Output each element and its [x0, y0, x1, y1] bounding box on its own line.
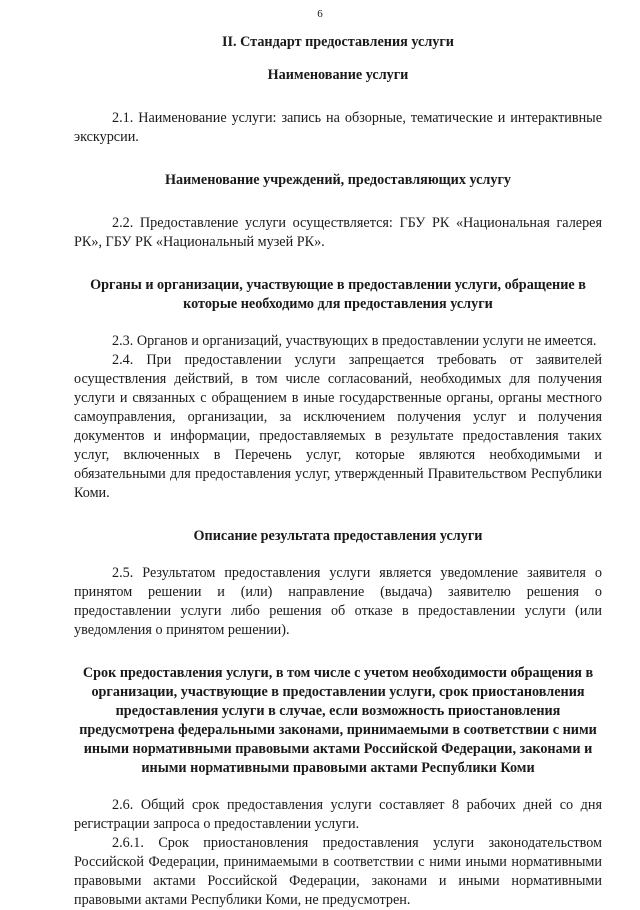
section-heading-institutions: Наименование учреждений, предоставляющих услугу	[164, 172, 512, 188]
page-number: 6	[317, 8, 323, 20]
document-body	[74, 33, 602, 910]
paragraph-2-6: 2.6. Общий срок предоставления услуги составляет 8 рабочих дней со дня регистрации запроса о предоставлении услуги.	[74, 797, 602, 832]
paragraph-2-6-1: 2.6.1. Срок приостановления предоставления услуги законодательством Российской Федерации, принимаемыми в соответствии с ними иными нормативными правовыми актами Российской Федерации, законами и иными нормативными правовыми актами Республики Коми, не предусмотрен.	[74, 835, 602, 908]
chapter-title: II. Стандарт предоставления услуги	[221, 34, 454, 50]
section-heading-participating-organizations: Органы и организации, участвующие в предоставлении услуги, обращение в которые необходимо для предоставления услуги	[90, 277, 586, 312]
paragraph-2-3: 2.3. Органов и организаций, участвующих в предоставлении услуги не имеется.	[112, 333, 597, 349]
paragraph-2-5: 2.5. Результатом предоставления услуги является уведомление заявителя о принятом решении и (или) направление (выдача) заявителю решения о предоставлении услуги либо решения об отказе в предоставлении услуги (или уведомления о принятом решении).	[74, 565, 602, 638]
paragraph-2-1: 2.1. Наименование услуги: запись на обзорные, тематические и интерактивные экскурсии.	[74, 110, 602, 145]
section-heading-result-description: Описание результата предоставления услуги	[193, 528, 483, 544]
paragraph-2-4: 2.4. При предоставлении услуги запрещается требовать от заявителей осуществления действий, в том числе согласований, необходимых для получения услуги и связанных с обращением в иные государственные органы, органы местного самоуправления, организации, за исключением получения услуг и получения документов и информации, предоставляемых в результате предоставления таких услуг, включенных в Перечень услуг, которые являются необходимыми и обязательными для предоставления услуг, утвержденный Правительством Республики Коми.	[74, 352, 602, 501]
paragraph-2-2: 2.2. Предоставление услуги осуществляется: ГБУ РК «Национальная галерея РК», ГБУ РК «Национальный музей РК».	[74, 215, 602, 250]
section-heading-service-name: Наименование услуги	[267, 67, 409, 83]
section-heading-service-term: Срок предоставления услуги, в том числе с учетом необходимости обращения в организации, участвующие в предоставлении услуги, срок приостановления предоставления услуги в случае, если возможность приостановления предусмотрена федеральными законами, принимаемыми в соответствии с ними иными нормативными правовыми актами Российской Федерации, законами и иными нормативными правовыми актами Республики Коми	[79, 665, 597, 776]
